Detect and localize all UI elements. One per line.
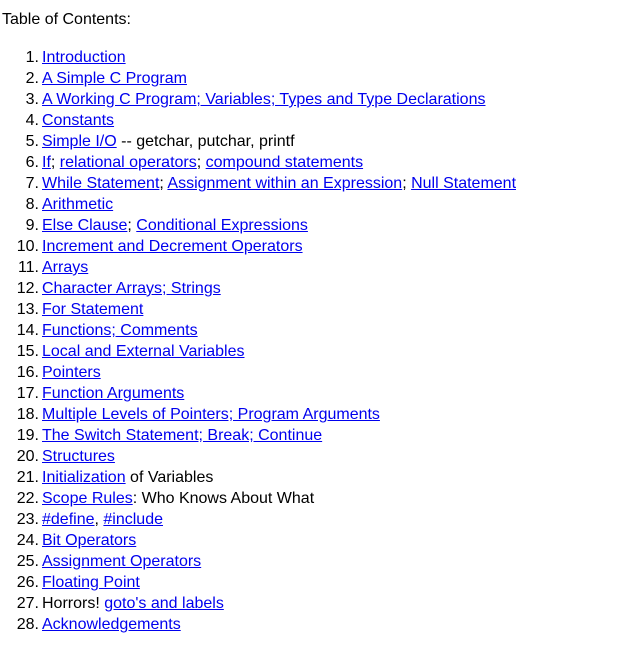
toc-item-number: 6. (25, 154, 39, 171)
toc-link[interactable]: If (42, 154, 51, 171)
toc-link[interactable]: Pointers (42, 364, 101, 381)
toc-link[interactable]: Functions; Comments (42, 322, 198, 339)
toc-link[interactable]: #define (42, 511, 95, 528)
toc-item-number: 23. (16, 511, 39, 528)
toc-item-text: -- getchar, putchar, printf (116, 133, 295, 150)
toc-item (2, 152, 516, 173)
toc-item (2, 530, 516, 551)
toc-item-number: 19. (16, 427, 39, 444)
toc-item-text: ; (127, 217, 137, 234)
toc-link[interactable]: Local and External Variables (42, 343, 245, 360)
toc-item (2, 194, 516, 215)
toc-link[interactable]: Increment and Decrement Operators (42, 238, 303, 255)
toc-heading: Table of Contents: (2, 11, 131, 28)
toc-link[interactable]: compound statements (205, 154, 364, 171)
toc-item (2, 341, 516, 362)
toc-item (2, 572, 516, 593)
toc-link[interactable]: A Simple C Program (42, 70, 187, 87)
toc-item (2, 215, 516, 236)
toc-item (2, 467, 516, 488)
toc-list (2, 47, 516, 635)
toc-link[interactable]: Structures (42, 448, 115, 465)
toc-item (2, 89, 516, 110)
toc-link[interactable]: #include (103, 511, 163, 528)
toc-item-number: 1. (25, 49, 39, 66)
toc-link[interactable]: relational operators (59, 154, 197, 171)
toc-link[interactable]: Arithmetic (42, 196, 114, 213)
toc-link[interactable]: Arrays (42, 259, 89, 276)
toc-item-number: 20. (16, 448, 39, 465)
toc-item (2, 173, 516, 194)
toc-item (2, 488, 516, 509)
toc-item-number: 3. (25, 91, 39, 108)
toc-link[interactable]: Else Clause (42, 217, 128, 234)
toc-item (2, 68, 516, 89)
toc-item-number: 5. (25, 133, 39, 150)
toc-item-number: 21. (16, 469, 39, 486)
toc-item (2, 593, 516, 614)
toc-item-text: ; (159, 175, 168, 192)
toc-item-number: 12. (16, 280, 39, 297)
toc-item-number: 16. (16, 364, 39, 381)
toc-item (2, 362, 516, 383)
toc-item (2, 299, 516, 320)
toc-item (2, 320, 516, 341)
toc-item (2, 404, 516, 425)
toc-item (2, 236, 516, 257)
toc-link[interactable]: Simple I/O (42, 133, 117, 150)
toc-item (2, 110, 516, 131)
toc-link[interactable]: Scope Rules (42, 490, 133, 507)
toc-link[interactable]: For Statement (42, 301, 144, 318)
toc-item (2, 446, 516, 467)
toc-item-number: 24. (16, 532, 39, 549)
toc-item (2, 278, 516, 299)
toc-item-text: , (94, 511, 104, 528)
toc-link[interactable]: goto's and labels (104, 595, 224, 612)
toc-link[interactable]: While Statement (42, 175, 160, 192)
toc-item-number: 9. (25, 217, 39, 234)
toc-link[interactable]: A Working C Program; Variables; Types and Type Declarations (42, 91, 486, 108)
toc-link[interactable]: Floating Point (42, 574, 140, 591)
toc-item-number: 8. (25, 196, 39, 213)
toc-item-number: 10. (16, 238, 39, 255)
toc-item-number: 28. (16, 616, 39, 633)
toc-item (2, 131, 516, 152)
toc-link[interactable]: Constants (42, 112, 115, 129)
toc-item-number: 2. (25, 70, 39, 87)
toc-page (2, 10, 638, 633)
toc-item-text: ; (50, 154, 60, 171)
toc-item-text: : Who Knows About What (132, 490, 315, 507)
toc-item (2, 614, 516, 635)
toc-link[interactable]: Bit Operators (42, 532, 137, 549)
toc-item (2, 509, 516, 530)
toc-item (2, 551, 516, 572)
toc-item-number: 27. (16, 595, 39, 612)
toc-link[interactable]: Null Statement (411, 175, 517, 192)
toc-item-number: 15. (16, 343, 39, 360)
toc-item (2, 425, 516, 446)
toc-link[interactable]: Function Arguments (42, 385, 185, 402)
toc-item (2, 383, 516, 404)
toc-link[interactable]: Character Arrays; Strings (42, 280, 221, 297)
toc-link[interactable]: Assignment within an Expression (167, 175, 403, 192)
toc-link[interactable]: Conditional Expressions (136, 217, 308, 234)
toc-item (2, 47, 516, 68)
toc-item-number: 25. (16, 553, 39, 570)
toc-link[interactable]: Assignment Operators (42, 553, 202, 570)
toc-item-number: 11. (17, 259, 39, 276)
toc-item-number: 18. (16, 406, 39, 423)
toc-item-number: 22. (16, 490, 39, 507)
toc-item-text: Horrors! (42, 595, 105, 612)
toc-link[interactable]: The Switch Statement; Break; Continue (42, 427, 323, 444)
toc-item-number: 4. (25, 112, 39, 129)
toc-item-number: 13. (16, 301, 39, 318)
toc-item-text: of Variables (125, 469, 214, 486)
toc-item (2, 257, 516, 278)
toc-item-text: ; (196, 154, 206, 171)
toc-item-text: ; (402, 175, 412, 192)
toc-link[interactable]: Acknowledgements (42, 616, 181, 633)
toc-item-number: 17. (16, 385, 39, 402)
toc-item-number: 14. (16, 322, 39, 339)
toc-item-number: 7. (25, 175, 39, 192)
toc-link[interactable]: Introduction (42, 49, 126, 66)
toc-link[interactable]: Initialization (42, 469, 126, 486)
toc-link[interactable]: Multiple Levels of Pointers; Program Arguments (42, 406, 380, 423)
toc-item-number: 26. (16, 574, 39, 591)
